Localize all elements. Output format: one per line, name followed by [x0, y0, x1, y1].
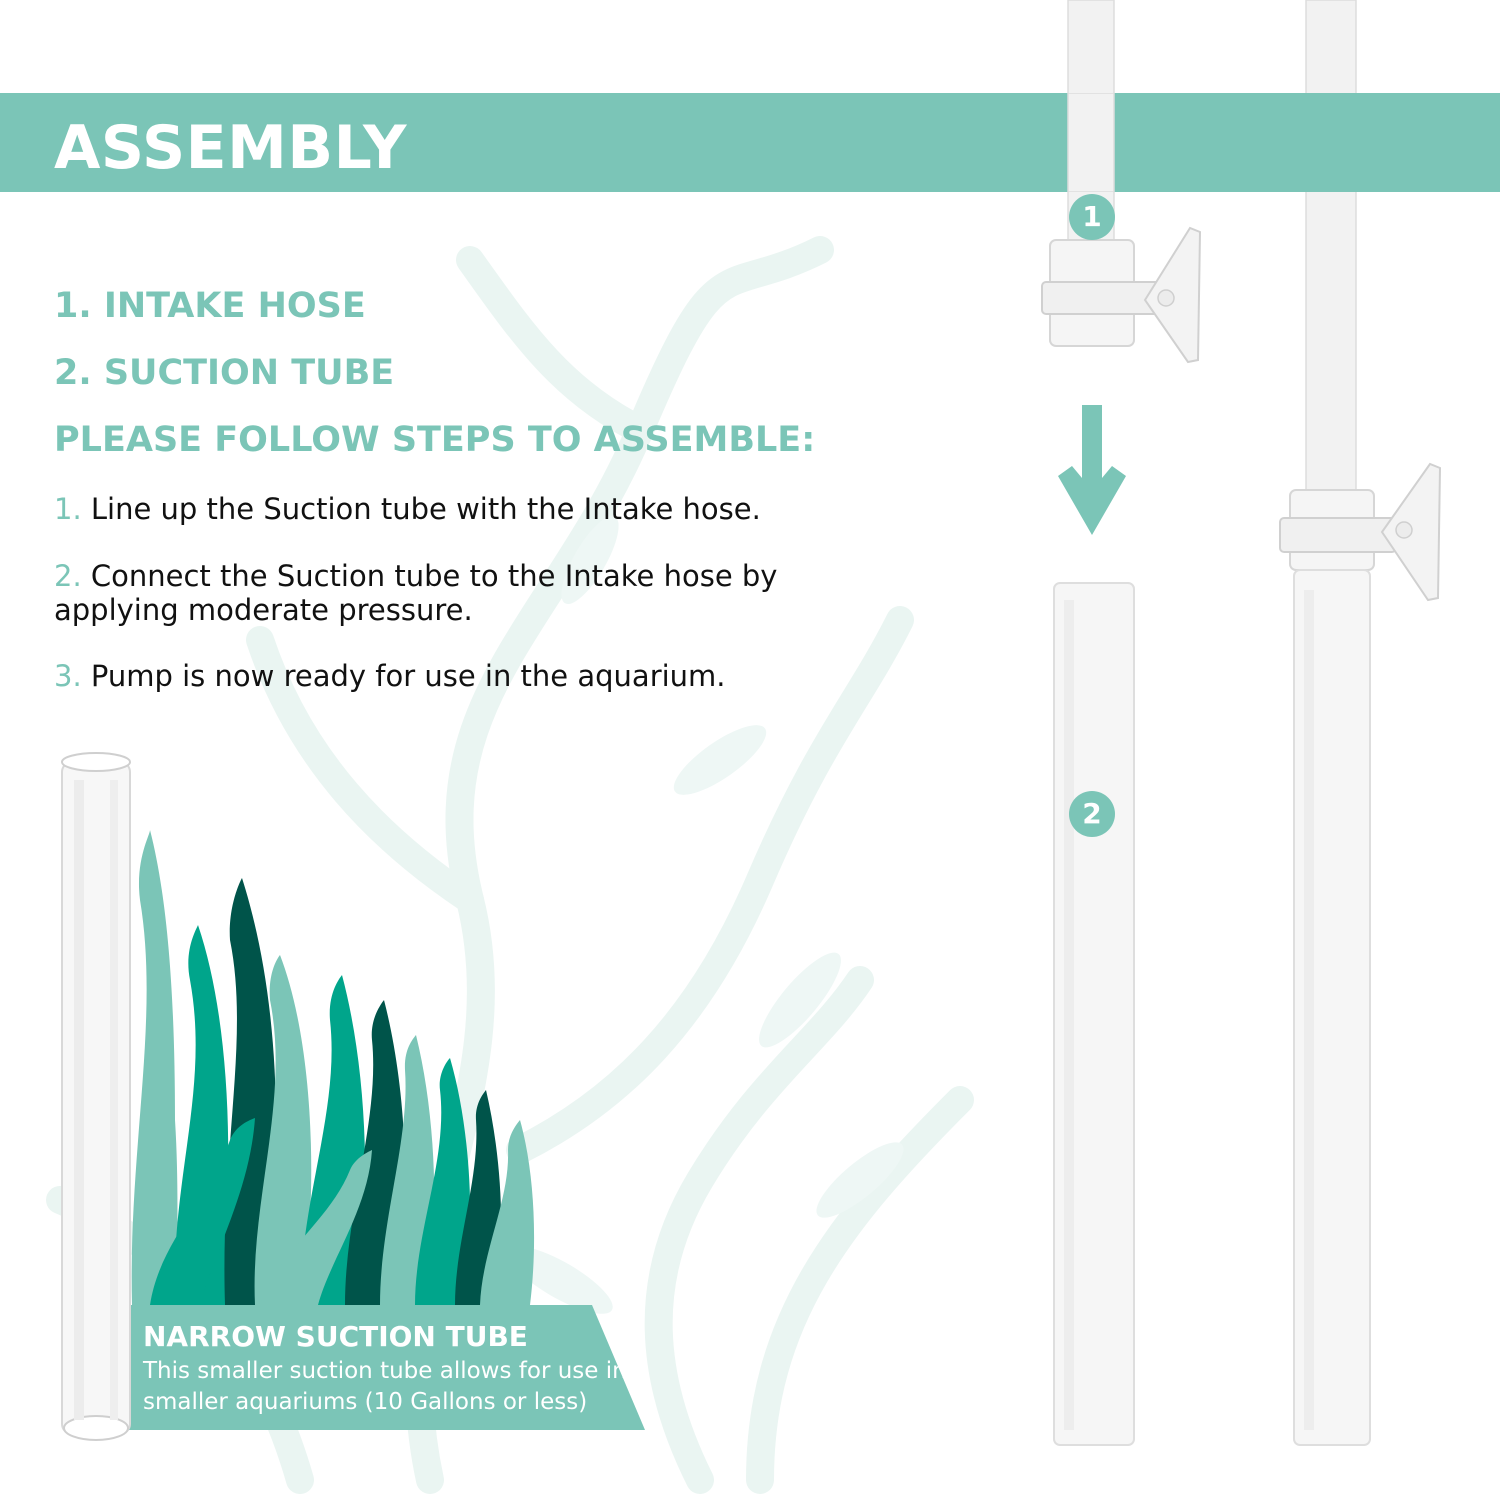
step-text: Pump is now ready for use in the aquarium.	[90, 659, 726, 693]
page-title: ASSEMBLY	[54, 113, 407, 183]
narrow-suction-tube-image	[62, 753, 130, 1440]
step-2	[54, 559, 824, 627]
step-3	[54, 659, 824, 693]
part-label-intake-hose: 1. INTAKE HOSE	[54, 286, 366, 326]
step-text: Line up the Suction tube with the Intake hose.	[90, 492, 761, 526]
suction-tube-image	[1054, 583, 1134, 1445]
part-label-suction-tube: 2. SUCTION TUBE	[54, 353, 395, 393]
arrow-down-icon	[1058, 405, 1126, 535]
step-text: Connect the Suction tube to the Intake hose by applying moderate pressure.	[54, 559, 778, 627]
step-1	[54, 492, 824, 526]
step-number: 3.	[54, 659, 82, 693]
badge-intake-hose: 1	[1069, 194, 1115, 240]
assembled-pump-image	[1280, 0, 1440, 1445]
instructions-heading: PLEASE FOLLOW STEPS TO ASSEMBLE:	[54, 420, 816, 460]
intake-hose-overlap	[1060, 93, 1124, 192]
step-number: 2.	[54, 559, 82, 593]
background-leaves	[499, 509, 913, 1326]
badge-suction-tube: 2	[1069, 791, 1115, 837]
callout-description: This smaller suction tube allows for use in smaller aquariums (10 Gallons or less)	[143, 1358, 627, 1415]
step-number: 1.	[54, 492, 82, 526]
callout-title: NARROW SUCTION TUBE	[143, 1320, 528, 1353]
